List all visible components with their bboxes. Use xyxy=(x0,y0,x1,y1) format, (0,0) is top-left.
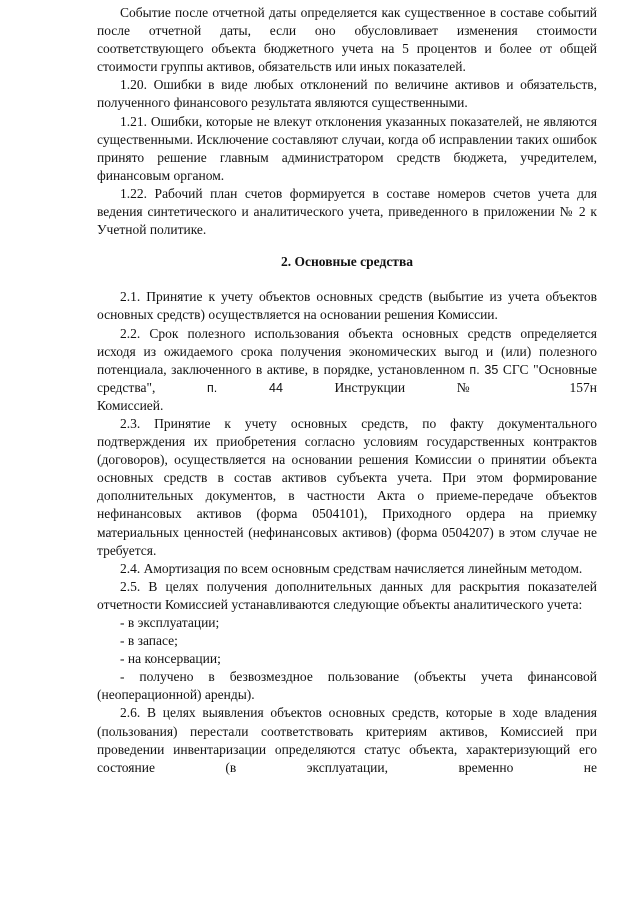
list-item: - в эксплуатации; xyxy=(120,615,220,630)
reference-item-44: п. 44 xyxy=(207,380,283,395)
section-heading-fixed-assets: 2. Основные средства xyxy=(281,254,413,270)
document-page xyxy=(97,4,597,777)
paragraph-2-5: 2.5. В целях получения дополнительных данных для раскрытия показателей отчетности Комиссией устанавливаются следующие объекты аналитического учета: xyxy=(97,578,597,612)
reference-instruction: Инструкции № 157н xyxy=(334,379,598,395)
paragraph-2-2-text: 2.2. Срок полезного использования объекта основных средств определяется исходя из ожидаемого срока получения экономических выгод и (или) полезного потенциала, заключенного в активе, в порядке, установленном xyxy=(97,325,597,377)
reference-standard: СГС "Основные средства", xyxy=(97,361,598,395)
paragraph-events-after-reporting-date: Событие после отчетной даты определяется как существенное в составе событий после отчетной даты, если оно обусловливает изменения стоимости соответствующего объекта бюджетного учета на 5 процентов и более от общей стоимости группы активов, обязательств или иных показателей. xyxy=(97,5,597,75)
paragraph-1-22: 1.22. Рабочий план счетов формируется в составе номеров счетов учета для ведения синтетического и аналитического учета, приведенного в приложении № 2 к Учетной политике. xyxy=(97,185,597,238)
list-item: - на консервации; xyxy=(120,651,221,667)
paragraph-2-2-end: Комиссией. xyxy=(97,397,164,413)
paragraph-2-4: 2.4. Амортизация по всем основным средствам начисляется линейным методом. xyxy=(120,560,583,576)
list-item: - в запасе; xyxy=(120,633,178,649)
paragraph-2-2 xyxy=(97,325,597,397)
list-item: - получено в безвозмездное пользование (объекты учета финансовой (неоперационной) аренды). xyxy=(97,669,597,703)
paragraph-2-1: 2.1. Принятие к учету объектов основных средств (выбытие из учета объектов основных средств) осуществляется на основании решения Комиссии. xyxy=(97,289,597,323)
paragraph-1-21: 1.21. Ошибки, которые не влекут отклонения указанных показателей, не являются существенными. Исключение составляют случаи, когда об исправлении таких ошибок принято решение главным администратором средств бюджета, учредителем, финансовым органом. xyxy=(97,113,597,183)
paragraph-2-6: 2.6. В целях выявления объектов основных средств, которые в ходе владения (пользования) перестали соответствовать критериям активов, Комиссией при проведении инвентаризации определяются статус объекта, характеризующий его состояние (в эксплуатации, временно не xyxy=(97,705,597,775)
paragraph-1-20: 1.20. Ошибки в виде любых отклонений по величине активов и обязательств, полученного финансового результата являются существенными. xyxy=(97,77,597,111)
paragraph-2-3: 2.3. Принятие к учету основных средств, по факту документального подтверждения их приобретения согласно условиям государственных контрактов (договоров), осуществляется на основании решения Комиссии о принятии объекта основных средств в состав активов субъекта учета. При этом формирование дополнительных документов, в частности Акта о приеме-передаче объектов нефинансовых активов (форма 0504101), Приходного ордера на приемку материальных ценностей (нефинансовых активов) (форма 0504207) в этом случае не требуется. xyxy=(97,415,597,558)
reference-item-35: п. 35 xyxy=(469,362,499,377)
